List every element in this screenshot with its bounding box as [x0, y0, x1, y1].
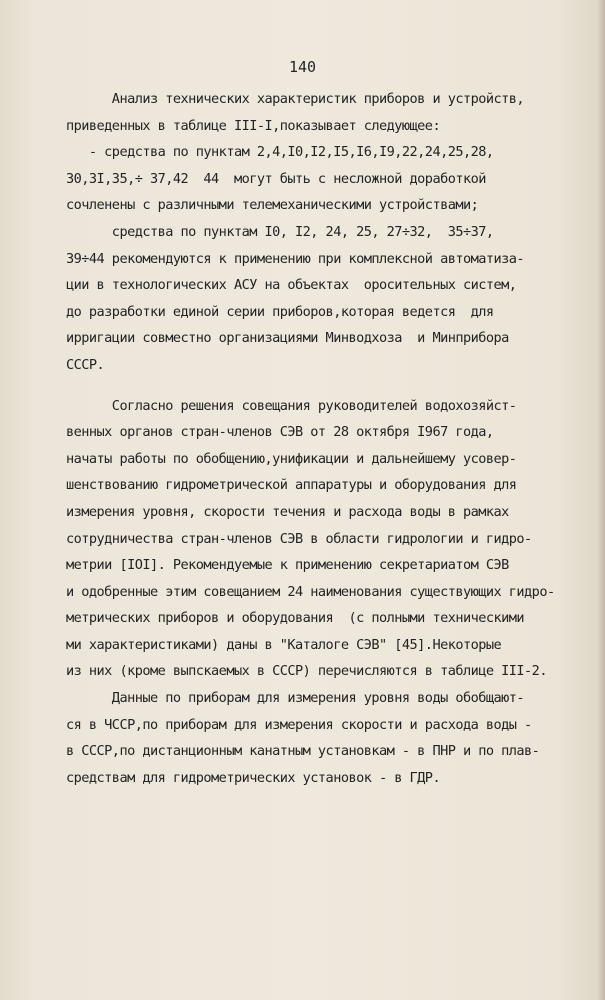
text-line: Данные по приборам для измерения уровня воды обобщают- [66, 690, 525, 707]
page-number: 140 [288, 58, 317, 76]
text-line: сочленены с различными телемеханическими устройствами; [66, 197, 479, 214]
text-line: ирригации совместно организациями Минводхоза и Минприбора [66, 330, 509, 347]
text-line: 39÷44 рекомендуются к применению при комплексной автоматиза- [66, 250, 525, 267]
text-line: - средства по пунктам 2,4,I0,I2,I5,I6,I9,22,24,25,28, [66, 144, 494, 161]
text-line: СССР. [66, 356, 105, 373]
text-line: средствам для гидрометрических установок - в ГДР. [66, 769, 441, 786]
text-line: измерения уровня, скорости течения и расхода воды в рамках [66, 503, 509, 520]
text-line: начаты работы по обобщению,унификации и дальнейшему усовер- [66, 450, 517, 467]
text-line: сотрудничества стран-членов СЭВ в области гидрологии и гидро- [66, 530, 532, 547]
text-line: Анализ технических характеристик приборов и устройств, [66, 91, 525, 107]
text-line: средства по пунктам I0, I2, 24, 25, 27÷32, 35÷37, [66, 223, 494, 240]
text-line: приведенных в таблице III-I,показывает следующее: [66, 117, 441, 134]
text-line: из них (кроме выпскаемых в СССР) перечисляются в таблице III-2. [66, 663, 547, 680]
text-line: Согласно решения совещания руководителей водохозяйст- [66, 397, 517, 414]
text-line: ся в ЧССР,по приборам для измерения скорости и расхода воды - [66, 716, 532, 733]
text-line: в СССР,по дистанционным канатным установкам - в ПНР и по плав- [66, 743, 540, 760]
text-line: до разработки единой серии приборов,которая ведется для [66, 303, 494, 320]
text-line: 30,3I,35,÷ 37,42 44 могут быть с несложной доработкой [66, 170, 486, 187]
text-line: ции в технологических АСУ на объектах оросительных систем, [66, 277, 517, 294]
text-line: ми характеристиками) даны в "Каталоге СЭВ" [45].Некоторые [66, 636, 502, 653]
page-edge-shadow [597, 0, 605, 1000]
text-line: метрических приборов и оборудования (с полными техническими [66, 610, 525, 627]
text-line: метрии [IOI]. Рекомендуемые к применению секретариатом СЭВ [66, 557, 509, 574]
paragraph-gap [66, 379, 566, 393]
text-line: шенствованию гидрометрической аппаратуры и оборудования для [66, 477, 517, 494]
text-line: и одобренные этим совещанием 24 наименования существующих гидро- [66, 583, 555, 600]
body-text [66, 86, 566, 791]
text-line: венных органов стран-членов СЭВ от 28 октября I967 года, [66, 424, 494, 441]
